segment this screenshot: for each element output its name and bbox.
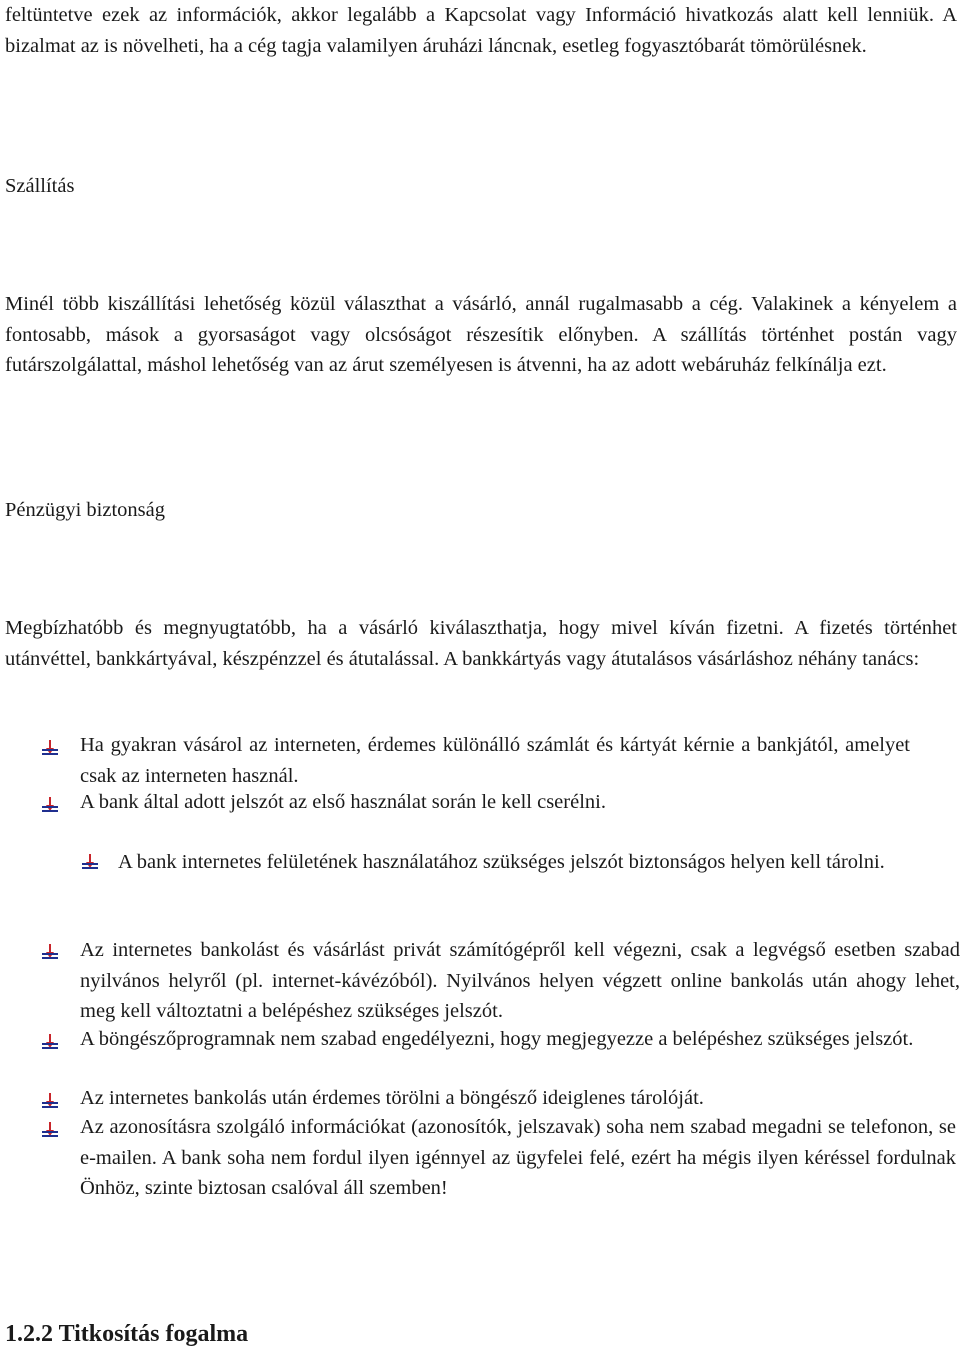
tip-text: A bank által adott jelszót az első használat során le kell cserélni. bbox=[80, 791, 606, 813]
financial-security-heading: Pénzügyi biztonság bbox=[5, 499, 165, 521]
tip-text: Az internetes bankolást és vásárlást privát számítógépről kell végezni, csak a legvégső esetben szabad nyilvános helyről (pl. internet-kávézóból). Nyilvános helyen végzett online bankolás után ahogy lehet, meg kell változtatni a belépéshez szükséges jelszót. bbox=[80, 939, 960, 1022]
financial-security-paragraph: Megbízhatóbb és megnyugtatóbb, ha a vásárló kiválaszthatja, hogy mivel kíván fizetni. A fizetés történhet utánvéttel, bankkártyával, készpénzzel és átutalással. A bankkártyás vagy átutalásos vásárláshoz néhány tanács: bbox=[5, 617, 957, 670]
arrow-bullet-icon bbox=[82, 854, 98, 870]
arrow-bullet-icon bbox=[42, 1122, 58, 1138]
arrow-bullet-icon bbox=[42, 740, 58, 756]
intro-paragraph: feltüntetve ezek az információk, akkor legalább a Kapcsolat vagy Információ hivatkozás alatt kell lenniük. A bizalmat az is növelheti, ha a cég tagja valamilyen áruházi láncnak, esetleg fogyasztóbarát tömörülésnek. bbox=[5, 4, 957, 57]
section-title: 1.2.2 Titkosítás fogalma bbox=[5, 1321, 249, 1347]
shipping-heading: Szállítás bbox=[5, 175, 75, 197]
tip-text: Az internetes bankolás után érdemes törölni a böngésző ideiglenes tárolóját. bbox=[80, 1087, 704, 1109]
arrow-bullet-icon bbox=[42, 944, 58, 960]
tip-text: A bank internetes felületének használatához szükséges jelszót biztonságos helyen kell tárolni. bbox=[118, 851, 885, 873]
arrow-bullet-icon bbox=[42, 1034, 58, 1050]
tip-text: Az azonosításra szolgáló információkat (azonosítók, jelszavak) soha nem szabad megadni se telefonon, se e-mailen. A bank soha nem fordul ilyen igénnyel az ügyfelei felé, ezért ha mégis ilyen kéréssel fordulnak Önhöz, szinte biztosan csalóval áll szemben! bbox=[80, 1116, 956, 1199]
tip-text: A böngészőprogramnak nem szabad engedélyezni, hogy megjegyezze a belépéshez szükséges jelszót. bbox=[80, 1028, 914, 1050]
arrow-bullet-icon bbox=[42, 797, 58, 813]
shipping-paragraph: Minél több kiszállítási lehetőség közül választhat a vásárló, annál rugalmasabb a cég. Valakinek a kényelem a fontosabb, mások a gyorsaságot vagy olcsóságot részesítik előnyben. A szállítás történhet postán vagy futárszolgálattal, máshol lehetőség van az árut személyesen is átvenni, ha az adott webáruház felkínálja ezt. bbox=[5, 293, 957, 376]
arrow-bullet-icon bbox=[42, 1093, 58, 1109]
tip-text: Ha gyakran vásárol az interneten, érdemes különálló számlát és kártyát kérnie a bankjától, amelyet csak az interneten használ. bbox=[80, 734, 910, 787]
